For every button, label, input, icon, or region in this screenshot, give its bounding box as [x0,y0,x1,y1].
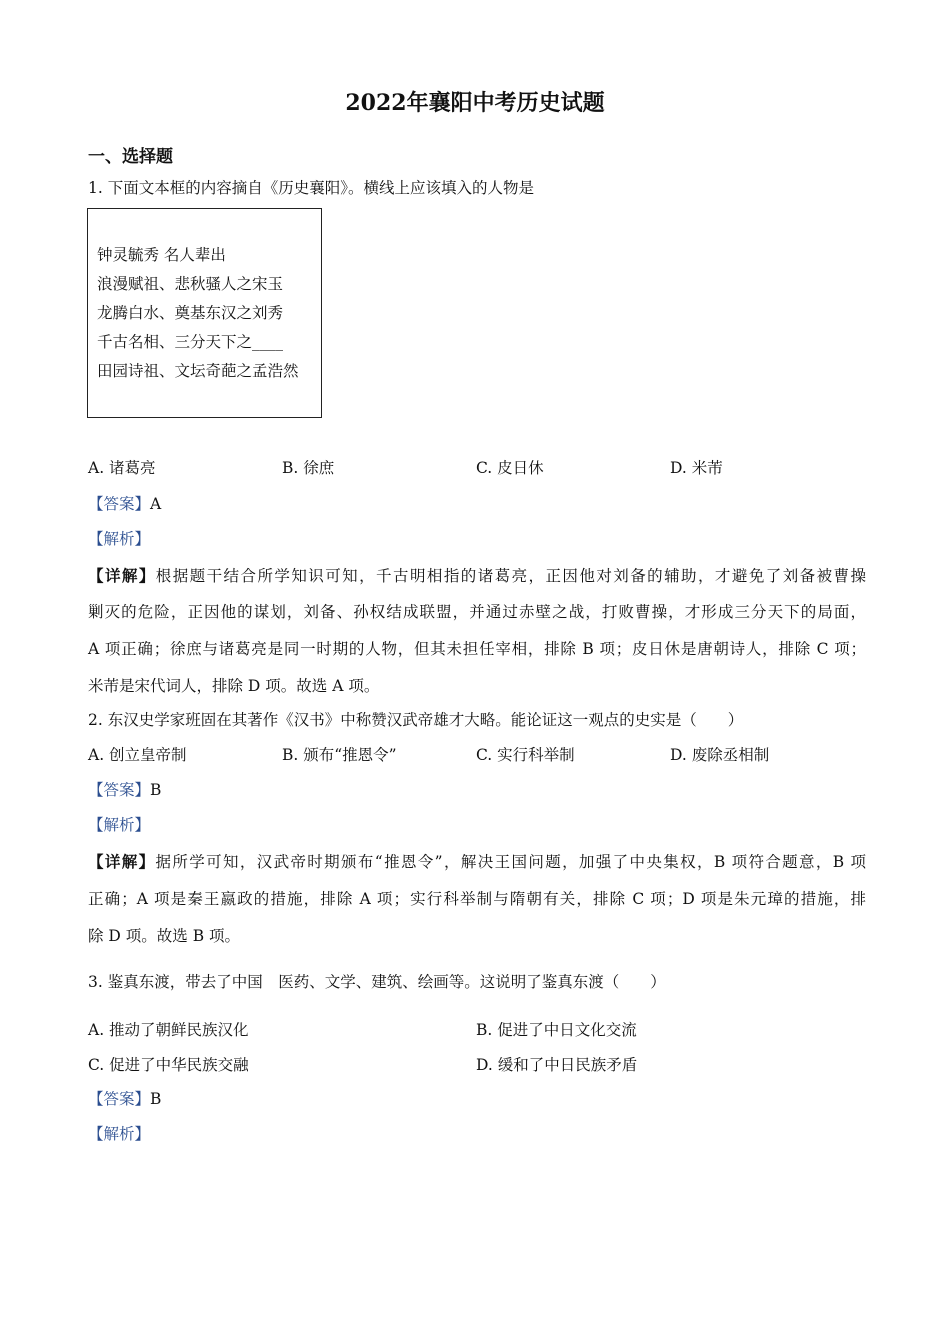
q3-option-a[interactable]: A. 推动了朝鲜民族汉化 [88,1021,249,1039]
q3-answer [88,1089,161,1109]
q1-option-a[interactable]: A. 诸葛亮 [88,459,156,477]
answer-tag: 【答案】 [88,495,151,513]
answer-value: B [150,781,162,799]
q3-analysis-tag: 【解析】 [88,1125,151,1143]
section-heading: 一、选择题 [88,147,173,167]
q1-answer [88,494,161,514]
q1-detail-line [88,564,866,586]
detail-text: 根据题干结合所学知识可知，千古明相指的诸葛亮，正因他对刘备的辅助，才避免了刘备被曹操 [155,567,866,585]
q3-stem: 3. 鉴真东渡，带去了中国 医药、文学、建筑、绘画等。这说明了鉴真东渡（ ） [88,973,666,991]
q1-detail-line: A 项正确；徐庶与诸葛亮是同一时期的人物，但其未担任宰相，排除 B 项；皮日休是唐朝诗人，排除 C 项； [88,640,866,658]
q2-detail-line [88,850,866,872]
q1-option-d[interactable]: D. 米芾 [670,459,723,477]
q2-answer [88,780,161,800]
answer-tag: 【答案】 [88,1090,151,1108]
q2-stem: 2. 东汉史学家班固在其著作《汉书》中称赞汉武帝雄才大略。能论证这一观点的史实是（ ） [88,711,744,729]
q2-analysis-tag: 【解析】 [88,816,151,834]
q1-box-line: 千古名相、三分天下之____ [97,333,284,351]
q2-option-b[interactable]: B. 颁布“推恩令” [282,746,397,764]
detail-text: 据所学可知，汉武帝时期颁布“推恩令”，解决王国问题，加强了中央集权，B 项符合题意，B 项 [155,853,866,871]
q1-option-b[interactable]: B. 徐庶 [282,459,335,477]
q3-option-c[interactable]: C. 促进了中华民族交融 [88,1056,249,1074]
q1-text-box [87,208,322,418]
q2-option-d[interactable]: D. 废除丞相制 [670,746,770,764]
detail-tag: 【详解】 [88,852,156,871]
q1-detail-line: 剿灭的危险，正因他的谋划，刘备、孙权结成联盟，并通过赤壁之战，打败曹操，才形成三分天下的局面， [88,603,866,621]
q1-analysis-tag: 【解析】 [88,530,151,548]
q2-option-a[interactable]: A. 创立皇帝制 [88,746,187,764]
q2-option-c[interactable]: C. 实行科举制 [476,746,575,764]
q1-box-line: 钟灵毓秀 名人辈出 [97,246,226,264]
detail-tag: 【详解】 [88,566,156,585]
q1-option-c[interactable]: C. 皮日休 [476,459,544,477]
answer-value: A [150,495,162,513]
q1-box-line: 浪漫赋祖、悲秋骚人之宋玉 [97,275,284,293]
answer-value: B [150,1090,162,1108]
q1-box-line: 龙腾白水、奠基东汉之刘秀 [97,304,284,322]
q1-detail-line: 米芾是宋代词人，排除 D 项。故选 A 项。 [88,677,380,695]
q3-option-d[interactable]: D. 缓和了中日民族矛盾 [476,1056,638,1074]
q2-detail-line: 正确；A 项是秦王嬴政的措施，排除 A 项；实行科举制与隋朝有关，排除 C 项；D 项是朱元璋的措施，排 [88,890,866,908]
q1-stem: 1. 下面文本框的内容摘自《历史襄阳》。横线上应该填入的人物是 [88,179,534,197]
q3-option-b[interactable]: B. 促进了中日文化交流 [476,1021,637,1039]
q2-detail-line: 除 D 项。故选 B 项。 [88,927,241,945]
q1-box-line: 田园诗祖、文坛奇葩之孟浩然 [97,362,299,380]
page-title: 2022年襄阳中考历史试题 [345,90,605,116]
answer-tag: 【答案】 [88,781,151,799]
